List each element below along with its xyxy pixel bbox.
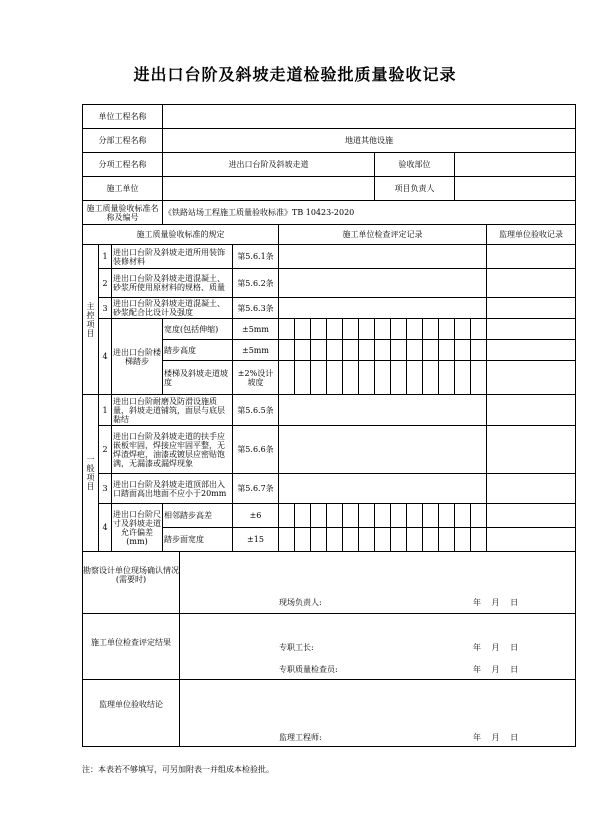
measure-cell[interactable] (471, 361, 487, 395)
supervising-engineer-label: 监理工程师: (279, 733, 322, 742)
measure-cell[interactable] (407, 319, 423, 340)
measure-cell[interactable] (471, 504, 487, 528)
check-cell[interactable] (279, 395, 487, 426)
item-text: 进出口台阶及斜坡走道顶部出入口踏面高出地面不应小于20mm (112, 474, 233, 504)
measure-cell[interactable] (327, 361, 343, 395)
table-row (83, 504, 576, 528)
measure-cell[interactable] (279, 319, 295, 340)
measure-cell[interactable] (407, 528, 423, 552)
foreman-date: 年 月 日 (473, 643, 519, 652)
supervisor-cell[interactable] (487, 504, 576, 528)
measure-cell[interactable] (423, 528, 439, 552)
measure-cell[interactable] (423, 340, 439, 361)
design-signer-label: 现场负责人: (279, 598, 322, 607)
measure-cell[interactable] (455, 361, 471, 395)
table-row (83, 298, 576, 319)
supervisor-cell[interactable] (487, 426, 576, 474)
main-control-label: 主控项目 (83, 245, 99, 395)
measure-cell[interactable] (375, 528, 391, 552)
measure-cell[interactable] (407, 504, 423, 528)
measure-cell[interactable] (327, 340, 343, 361)
supervisor-cell[interactable] (487, 298, 576, 319)
measure-cell[interactable] (423, 319, 439, 340)
measure-cell[interactable] (327, 319, 343, 340)
measure-cell[interactable] (295, 504, 311, 528)
measure-cell[interactable] (359, 340, 375, 361)
measure-cell[interactable] (455, 504, 471, 528)
measure-cell[interactable] (375, 504, 391, 528)
item-no: 4 (99, 319, 112, 395)
measure-cell[interactable] (407, 361, 423, 395)
measure-cell[interactable] (391, 504, 407, 528)
check-cell[interactable] (279, 269, 487, 298)
measure-cell[interactable] (343, 319, 359, 340)
check-cell[interactable] (279, 245, 487, 269)
subitem-label: 分项工程名称 (83, 153, 163, 177)
item-no: 2 (99, 426, 112, 474)
supervisor-cell[interactable] (487, 319, 576, 340)
standard-field[interactable]: 《铁路站场工程施工质量验收标准》TB 10423-2020 (163, 201, 576, 225)
table-row (83, 269, 576, 298)
measure-cell[interactable] (279, 361, 295, 395)
measure-cell[interactable] (311, 319, 327, 340)
check-cell[interactable] (279, 426, 487, 474)
item-no: 4 (99, 504, 112, 552)
item-group-label: 进出口台阶尺寸及斜坡走道允许偏差(mm) (112, 504, 163, 552)
measure-cell[interactable] (375, 340, 391, 361)
item-clause: 第5.6.5条 (233, 395, 279, 426)
standard-label: 施工质量验收标准名称及编号 (83, 201, 163, 225)
measure-cell[interactable] (279, 528, 295, 552)
tolerance: ±6 (233, 504, 279, 528)
measure-cell[interactable] (343, 528, 359, 552)
item-text: 进出口台阶耐磨及防滑设施质量，斜坡走道铺筑，面层与底层黏结 (112, 395, 233, 426)
supervisor-conclusion-section (83, 680, 576, 747)
measure-cell[interactable] (391, 319, 407, 340)
measure-cell[interactable] (311, 340, 327, 361)
measure-name: 宽度(包括伸缩) (163, 319, 233, 340)
supervisor-date: 年 月 日 (473, 733, 519, 742)
table-row (83, 426, 576, 474)
constructor-label: 施工单位 (83, 177, 163, 201)
design-unit-label: 勘察设计单位现场确认情况(需要时) (83, 566, 179, 584)
subitem-field[interactable]: 进出口台阶及斜坡走道 (163, 153, 375, 177)
item-group-label: 进出口台阶楼梯踏步 (112, 319, 163, 395)
table-row (83, 474, 576, 504)
measure-cell[interactable] (359, 528, 375, 552)
measure-cell[interactable] (295, 319, 311, 340)
measure-cell[interactable] (455, 528, 471, 552)
measure-cell[interactable] (391, 340, 407, 361)
measure-cell[interactable] (471, 319, 487, 340)
measure-cell[interactable] (295, 361, 311, 395)
inspection-form (82, 104, 576, 747)
measure-cell[interactable] (375, 319, 391, 340)
item-text: 进出口台阶及斜坡走道的扶手应嵌板牢固，焊接应牢固平整，无焊渣焊疤，油漆或镀层应密贴饱满，无漏漆或漏焊现象 (112, 426, 233, 474)
tolerance: ±5mm (233, 319, 279, 340)
measure-cell[interactable] (343, 504, 359, 528)
measure-cell[interactable] (311, 528, 327, 552)
item-clause: 第5.6.1条 (233, 245, 279, 269)
measure-cell[interactable] (327, 528, 343, 552)
unit-project-label: 单位工程名称 (83, 105, 163, 129)
design-date: 年 月 日 (473, 598, 519, 607)
measure-name: 相邻踏步高差 (163, 504, 233, 528)
measure-cell[interactable] (391, 528, 407, 552)
item-clause: 第5.6.6条 (233, 426, 279, 474)
measure-cell[interactable] (359, 361, 375, 395)
supervisor-cell[interactable] (487, 340, 576, 361)
measure-cell[interactable] (455, 319, 471, 340)
measure-cell[interactable] (439, 361, 455, 395)
measure-cell[interactable] (311, 361, 327, 395)
quality-inspector-label: 专职质量检查员: (279, 665, 338, 674)
contractor-result-label: 施工单位检查评定结果 (91, 638, 171, 647)
item-text: 进出口台阶及斜坡走道混凝土、砂浆所使用原材料的规格、质量 (112, 269, 233, 298)
item-no: 1 (99, 395, 112, 426)
measure-name: 楼梯及斜坡走道坡度 (163, 361, 233, 395)
unit-project-field[interactable] (163, 105, 576, 129)
measure-cell[interactable] (295, 340, 311, 361)
acceptance-part-field[interactable] (455, 153, 576, 177)
measure-cell[interactable] (439, 319, 455, 340)
measure-cell[interactable] (359, 504, 375, 528)
project-manager-label: 项目负责人 (375, 177, 455, 201)
measure-cell[interactable] (311, 504, 327, 528)
project-manager-field[interactable] (455, 177, 576, 201)
supervisor-conclusion-label: 监理单位验收结论 (99, 700, 163, 709)
measure-cell[interactable] (423, 504, 439, 528)
measure-cell[interactable] (295, 528, 311, 552)
footnote: 注：本表若不够填写，可另加附表一并组成本检验批。 (82, 765, 274, 774)
measure-name: 踏步高度 (163, 340, 233, 361)
item-clause: 第5.6.7条 (233, 474, 279, 504)
item-text: 进出口台阶及斜坡走道混凝土、砂浆配合比设计及强度 (112, 298, 233, 319)
item-clause: 第5.6.3条 (233, 298, 279, 319)
measure-cell[interactable] (471, 340, 487, 361)
division-label: 分部工程名称 (83, 129, 163, 153)
foreman-label: 专职工长: (279, 643, 314, 652)
measure-cell[interactable] (471, 528, 487, 552)
measure-cell[interactable] (279, 504, 295, 528)
measure-cell[interactable] (423, 361, 439, 395)
item-no: 1 (99, 245, 112, 269)
measure-cell[interactable] (439, 528, 455, 552)
item-clause: 第5.6.2条 (233, 269, 279, 298)
general-items-label: 一般项目 (83, 395, 99, 552)
measure-cell[interactable] (359, 319, 375, 340)
supervisor-cell[interactable] (487, 245, 576, 269)
item-no: 2 (99, 269, 112, 298)
tolerance: ±2%设计坡度 (233, 361, 279, 395)
contractor-result-section (83, 614, 576, 680)
page-title: 进出口台阶及斜坡走道检验批质量验收记录 (133, 65, 457, 84)
table-row (83, 245, 576, 269)
check-cell[interactable] (279, 474, 487, 504)
constructor-field[interactable] (163, 177, 375, 201)
measure-cell[interactable] (375, 361, 391, 395)
supervisor-cell[interactable] (487, 395, 576, 426)
measure-cell[interactable] (407, 340, 423, 361)
acceptance-part-label: 验收部位 (375, 153, 455, 177)
supervisor-cell[interactable] (487, 474, 576, 504)
col-contractor-check: 施工单位检查评定记录 (279, 225, 487, 245)
inspector-date: 年 月 日 (473, 665, 519, 674)
supervisor-cell[interactable] (487, 361, 576, 395)
measure-cell[interactable] (439, 340, 455, 361)
measure-cell[interactable] (279, 340, 295, 361)
table-row (83, 395, 576, 426)
col-regulation: 施工质量验收标准的规定 (83, 225, 279, 245)
measure-cell[interactable] (327, 504, 343, 528)
design-unit-section (83, 552, 576, 614)
measure-name: 踏步面宽度 (163, 528, 233, 552)
table-row (83, 319, 576, 340)
measure-cell[interactable] (343, 361, 359, 395)
measure-cell[interactable] (439, 504, 455, 528)
item-text: 进出口台阶及斜坡走道所用装饰装修材料 (112, 245, 233, 269)
tolerance: ±5mm (233, 340, 279, 361)
supervisor-cell[interactable] (487, 528, 576, 552)
measure-cell[interactable] (343, 340, 359, 361)
check-cell[interactable] (279, 298, 487, 319)
tolerance: ±15 (233, 528, 279, 552)
supervisor-cell[interactable] (487, 269, 576, 298)
division-field[interactable]: 地道其他设施 (163, 129, 576, 153)
col-supervisor-check: 监理单位验收记录 (487, 225, 576, 245)
item-no: 3 (99, 474, 112, 504)
measure-cell[interactable] (391, 361, 407, 395)
item-no: 3 (99, 298, 112, 319)
measure-cell[interactable] (455, 340, 471, 361)
